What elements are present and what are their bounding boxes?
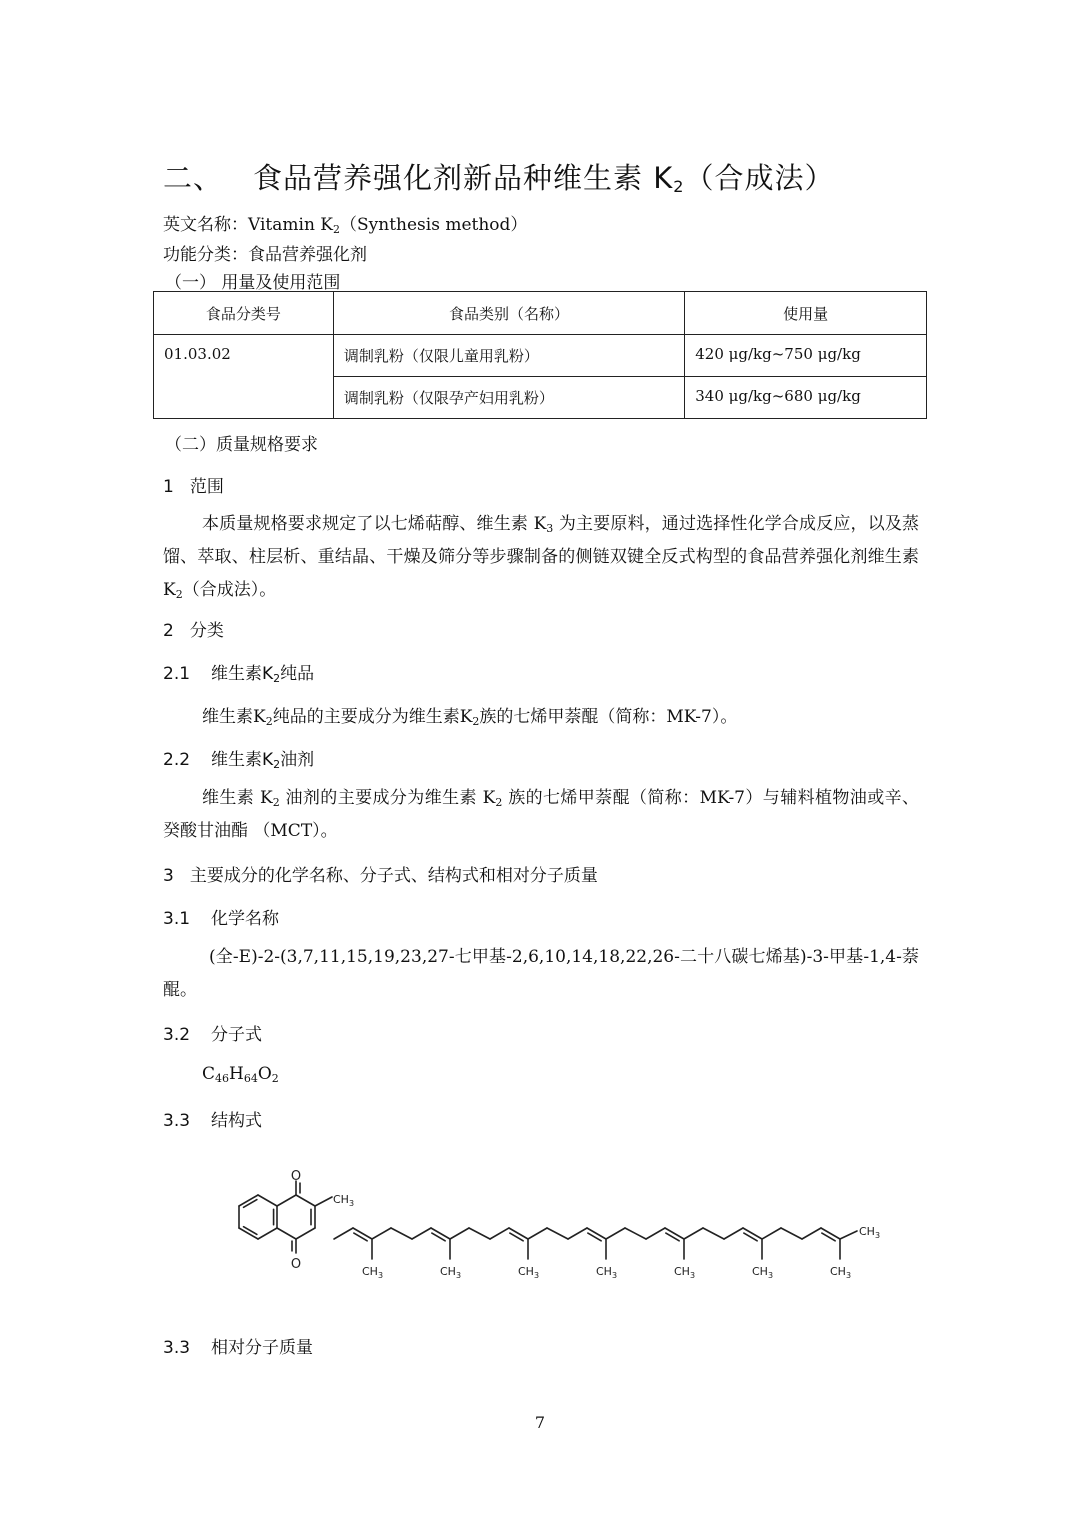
header-code: 食品分类号: [154, 292, 334, 335]
chemical-name: (全-E)-2-(3,7,11,15,19,23,27-七甲基-2,6,10,14,18,22,26-二十八碳七烯基)-3-甲基-1,4-萘醌。: [163, 947, 919, 1000]
title-subscript: 2: [673, 177, 685, 196]
section-title: 范围: [189, 477, 224, 497]
bond: [277, 1195, 296, 1206]
category-cell: 调制乳粉（仅限孕产妇用乳粉）: [333, 377, 684, 419]
section-usage-heading: （一） 用量及使用范围: [165, 273, 341, 293]
bond: [724, 1228, 743, 1239]
bond: [334, 1228, 353, 1239]
section-title-b: 油剂: [280, 750, 315, 770]
english-name-value: Vitamin K: [248, 215, 333, 235]
methyl-label: $CH_3$: [440, 1265, 462, 1280]
scope-sub-b: 2: [175, 588, 183, 601]
scope-text-a: 本质量规格要求规定了以七烯萜醇、维生素 K: [202, 514, 547, 534]
english-name-label: 英文名称：: [163, 215, 248, 235]
category-cell: 调制乳粉（仅限儿童用乳粉）: [333, 335, 684, 377]
methyl-label: $CH_3$: [674, 1265, 696, 1280]
bond: [684, 1228, 703, 1239]
bond: [296, 1228, 315, 1239]
amount-cell: 340 μg/kg~680 μg/kg: [685, 377, 927, 419]
bond: [568, 1228, 587, 1239]
amount-cell: 420 μg/kg~750 μg/kg: [685, 335, 927, 377]
bond: [277, 1228, 296, 1239]
section-title-b: 纯品: [280, 664, 315, 684]
methyl-label: $CH_3$: [859, 1225, 881, 1240]
section-title: 结构式: [211, 1111, 262, 1131]
formula-o-count: 2: [271, 1072, 279, 1085]
formula-c: C: [202, 1064, 216, 1084]
english-name-subscript: 2: [333, 223, 340, 236]
bond: [606, 1228, 625, 1239]
title-main: 食品营养强化剂新品种维生素 K: [253, 161, 674, 195]
bond: [781, 1228, 802, 1239]
section-title: 分子式: [211, 1025, 262, 1045]
section-number: 3.2: [163, 1025, 191, 1045]
section-quality-heading: （二）质量规格要求: [165, 435, 318, 455]
page-number: 7: [534, 1413, 546, 1432]
methyl-label: $CH_3$: [333, 1193, 355, 1208]
section-number: 1: [163, 477, 174, 497]
bond: [244, 1200, 257, 1208]
methyl-label: $CH_3$: [362, 1265, 384, 1280]
methyl-label: $CH_3$: [752, 1265, 774, 1280]
section-title-sub: 2: [273, 758, 281, 771]
section-number: 2.2: [163, 750, 191, 770]
section-title: 主要成分的化学名称、分子式、结构式和相对分子质量: [189, 866, 598, 886]
bond: [547, 1228, 568, 1239]
methyl-label: $CH_3$: [518, 1265, 540, 1280]
scope-text-b: 为主要原料，通过选择性化学合成反应，以及蒸馏、萃取、柱层析、重结晶、干燥及筛分等步骤制备的侧链双键全反式构型的食品营养强化剂维生素 K: [163, 514, 920, 600]
header-amount: 使用量: [685, 292, 927, 335]
title-number: 二、: [163, 161, 224, 195]
section-number: 3.1: [163, 909, 191, 929]
section-title: 分类: [189, 621, 224, 641]
section-number: 3: [163, 866, 174, 886]
bond: [258, 1195, 277, 1206]
section-title: 化学名称: [211, 909, 279, 929]
oil-text-a: 维生素 K: [202, 788, 273, 808]
oxygen-label: O: [290, 1257, 302, 1272]
oil-text-b: 油剂的主要成分为维生素 K: [279, 788, 496, 808]
pure-text-a: 维生素K: [202, 707, 266, 727]
oil-sub-b: 2: [495, 796, 503, 809]
methyl-label: $CH_3$: [596, 1265, 618, 1280]
scope-text-c: （合成法）。: [182, 580, 277, 600]
scope-sub-a: 3: [546, 522, 554, 535]
pure-sub-b: 2: [472, 715, 480, 728]
bond: [840, 1231, 857, 1239]
bond: [528, 1228, 547, 1239]
bond: [762, 1228, 781, 1239]
pure-text-b: 纯品的主要成分为维生素K: [272, 707, 473, 727]
bond: [490, 1228, 509, 1239]
function-label: 功能分类：: [163, 245, 248, 265]
bond: [802, 1228, 821, 1239]
pure-sub-a: 2: [265, 715, 273, 728]
bond: [469, 1228, 490, 1239]
bond: [296, 1195, 315, 1206]
bond: [412, 1228, 431, 1239]
section-3-4-heading: [163, 1333, 313, 1358]
bond: [646, 1228, 665, 1239]
section-title: 相对分子质量: [211, 1338, 313, 1358]
section-number: 2: [163, 621, 174, 641]
bond: [244, 1227, 257, 1235]
food-code-cell: 01.03.02: [154, 335, 334, 419]
bond: [391, 1228, 412, 1239]
formula-c-count: 46: [215, 1072, 230, 1085]
oil-text-c: 族的七烯甲萘醌（简称：MK-7）与辅料植物油或辛、癸酸甘油酯 （MCT）。: [163, 788, 919, 841]
oil-sub-a: 2: [272, 796, 280, 809]
formula-h-count: 64: [243, 1072, 258, 1085]
formula-h: H: [229, 1064, 244, 1084]
bond: [372, 1228, 391, 1239]
bond: [450, 1228, 469, 1239]
section-number: 3.3: [163, 1111, 191, 1131]
function-value: 食品营养强化剂: [248, 245, 367, 265]
formula-o: O: [257, 1064, 272, 1084]
section-title-a: 维生素K: [211, 750, 274, 770]
section-number: 3.3: [163, 1338, 191, 1358]
pure-text-c: 族的七烯甲萘醌（简称：MK-7）。: [479, 707, 738, 727]
english-name-tail: （Synthesis method）: [340, 215, 528, 235]
bond: [625, 1228, 646, 1239]
header-category: 食品类别（名称）: [333, 292, 684, 335]
bond: [258, 1228, 277, 1239]
bond: [315, 1197, 332, 1206]
title-tail: （合成法）: [684, 161, 835, 195]
bond: [703, 1228, 724, 1239]
section-number: 2.1: [163, 664, 191, 684]
methyl-label: $CH_3$: [830, 1265, 852, 1280]
section-title-sub: 2: [273, 672, 281, 685]
section-title-a: 维生素K: [211, 664, 274, 684]
oxygen-label: O: [290, 1169, 302, 1184]
